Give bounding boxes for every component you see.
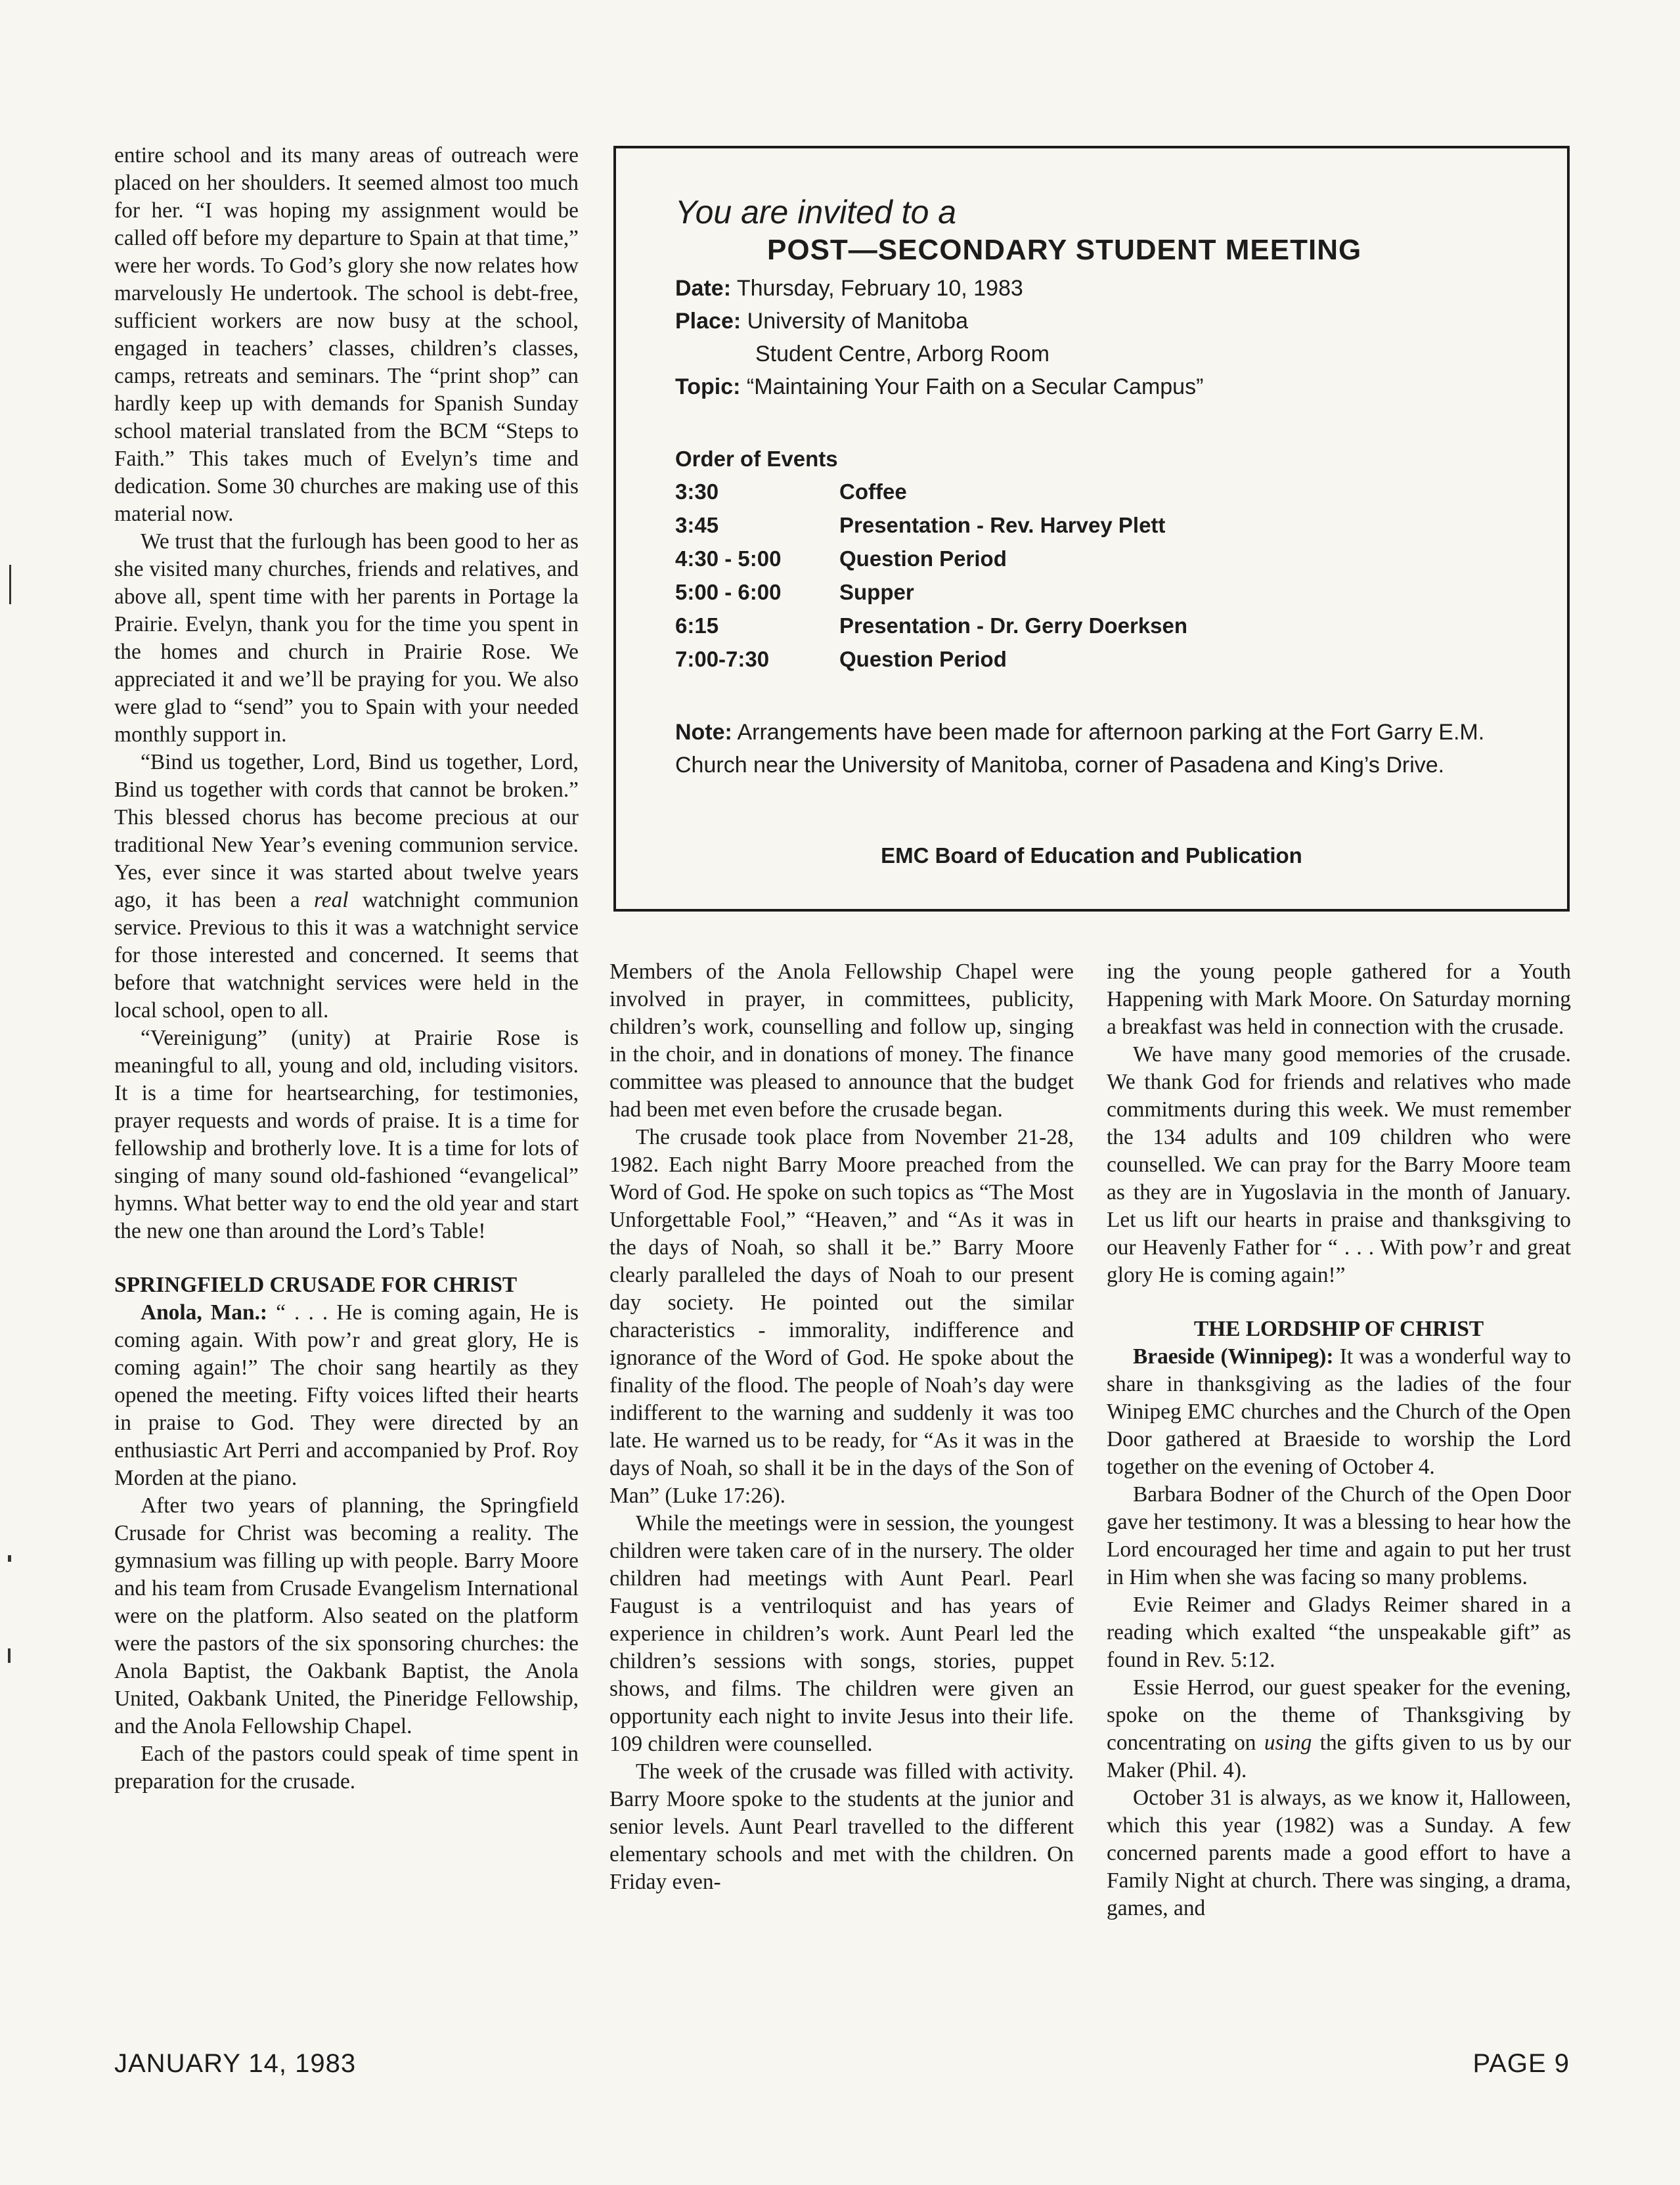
footer-date: JANUARY 14, 1983	[114, 2049, 357, 2078]
place-label: Place:	[675, 309, 741, 334]
event-time: 4:30 - 5:00	[675, 546, 782, 571]
middle-paragraph-2: The crusade took place from November 21-28, 1982. Each night Barry Moore preached from the Word of God. He spoke on such topics as “The Most Unforgettable Fool,” “Heaven,” and “As it was in the days of Noah, so shall it be.” Barry Moore clearly paralleled the days of Noah to our present day society. He pointed out the similar characteristics - immorality, indifference and ignorance of the Word of God. He spoke about the finality of the flood. The people of Noah’s day were indifferent to the warning and suddenly it was too late. He warned us to be ready, for “As it was in the days of Noah, so shall it be in the days of the Son of Man” (Luke 17:26).	[609, 1125, 1074, 1508]
right-paragraph-6	[1107, 1674, 1571, 1784]
event-time: 6:15	[675, 613, 719, 638]
topic-label: Topic:	[675, 374, 741, 399]
right-paragraph-4: Barbara Bodner of the Church of the Open Door gave her testimony. It was a blessing to hear how the Lord encouraged her time and again to put her trust in Him when she was facing so many problems.	[1107, 1482, 1571, 1589]
scan-mark	[8, 1555, 11, 1562]
right-column	[1107, 958, 1571, 1922]
topic-value: “Maintaining Your Faith on a Secular Campus”	[746, 374, 1204, 399]
left-paragraph-3-italic: real	[313, 888, 349, 912]
middle-paragraph-4: The week of the crusade was filled with activity. Barry Moore spoke to the students at the junior and senior levels. Aunt Pearl travelled to the different elementary schools and met with the children. On Friday even-	[609, 1759, 1074, 1894]
scan-mark	[9, 565, 11, 604]
event-name: Coffee	[839, 479, 907, 504]
section-heading-springfield: SPRINGFIELD CRUSADE FOR CHRIST	[114, 1273, 518, 1297]
left-paragraph-5	[114, 1299, 579, 1492]
middle-paragraph-1: Members of the Anola Fellowship Chapel were involved in prayer, in committees, publicity, children’s work, counselling and follow up, singing in the choir, and in donations of money. The finance committee was pleased to announce that the budget had been met even before the crusade began.	[609, 960, 1074, 1122]
place-row	[675, 309, 968, 334]
left-paragraph-5-text: “ . . . He is coming again, He is coming again. With pow’r and great glory, He is coming again!” The choir sang heartily as they opened the meeting. Fifty voices lifted their hearts in praise to God. They were directed by an enthusiastic Art Perri and accompanied by Prof. Roy Morden at the piano.	[114, 1300, 579, 1490]
invitation-box	[613, 146, 1570, 912]
event-time: 5:00 - 6:00	[675, 580, 782, 604]
right-paragraph-5: Evie Reimer and Gladys Reimer shared in a reading which exalted “the unspeakable gift” as found in Rev. 5:12.	[1107, 1593, 1571, 1672]
invitation-title: POST—SECONDARY STUDENT MEETING	[767, 234, 1362, 266]
dateline-braeside: Braeside (Winnipeg):	[1133, 1344, 1334, 1369]
right-paragraph-1: ing the young people gathered for a Youth Happening with Mark Moore. On Saturday morning a breakfast was held in connection with the crusade.	[1107, 960, 1571, 1039]
event-time: 7:00-7:30	[675, 647, 770, 671]
note-label: Note:	[675, 720, 732, 745]
right-paragraph-2: We have many good memories of the crusade. We thank God for friends and relatives who made commitments during this week. We must remember the 134 adults and 109 children who were counselled. We can pray for the Barry Moore team as they are in Yugoslavia in the month of January. Let us lift our hearts in praise and thanksgiving to our Heavenly Father for “ . . . With pow’r and great glory He is coming again!”	[1107, 1042, 1571, 1287]
left-paragraph-1: entire school and its many areas of outreach were placed on her shoulders. It seemed almost too much for her. “I was hoping my assignment would be called off before my departure to Spain at that time,” were her words. To God’s glory she now relates how marvelously He undertook. The school is debt-free, sufficient workers are now busy at the school, engaged in teachers’ classes, children’s classes, camps, retreats and seminars. The “print shop” can hardly keep up with demands for Spanish Sunday school material translated from the BCM “Steps to Faith.” This takes much of Evelyn’s time and dedication. Some 30 churches are making use of this material now.	[114, 143, 579, 526]
left-column	[114, 142, 579, 1796]
right-paragraph-3-text: It was a wonderful way to share in thanksgiving as the ladies of the four Winipeg EMC churches and the Church of the Open Door gathered at Braeside to worship the Lord together on the evening of October 4.	[1107, 1344, 1572, 1479]
events-heading: Order of Events	[675, 447, 838, 471]
footer-page-number: PAGE 9	[1472, 2049, 1570, 2078]
note-value: Arrangements have been made for afternoon parking at the Fort Garry E.M. Church near the University of Manitoba, corner of Pasadena and King’s Drive.	[675, 720, 1485, 778]
topic-row	[675, 374, 1203, 400]
left-paragraph-2: We trust that the furlough has been good to her as she visited many churches, friends and relatives, and above all, spent time with her parents in Portage la Prairie. Evelyn, thank you for the time you spent in the homes and church in Prairie Rose. We appreciated it and we’ll be praying for you. We also were glad to “send” you to Spain with your needed monthly support in.	[114, 529, 579, 747]
event-time: 3:45	[675, 513, 719, 537]
right-paragraph-3	[1107, 1343, 1571, 1481]
scan-mark	[8, 1648, 11, 1663]
left-paragraph-6: After two years of planning, the Springfield Crusade for Christ was becoming a reality. The gymnasium was filling up with people. Barry Moore and his team from Crusade Evangelism International were on the platform. Also seated on the platform were the pastors of the six sponsoring churches: the Anola Baptist, the Oakbank Baptist, the Anola United, Oakbank United, the Pineridge Fellowship, and the Anola Fellowship Chapel.	[114, 1493, 579, 1738]
right-paragraph-6-end: the gifts given to us by our Maker (Phil. 4).	[1107, 1731, 1571, 1782]
place-value-1: University of Manitoba	[747, 309, 969, 334]
date-value: Thursday, February 10, 1983	[736, 276, 1023, 301]
dateline-anola: Anola, Man.:	[141, 1300, 268, 1325]
place-value-2: Student Centre, Arborg Room	[755, 342, 1050, 366]
left-paragraph-3-start: “Bind us together, Lord, Bind us together, Lord, Bind us together with cords that cannot be broken.” This blessed chorus has become precious at our traditional New Year’s evening communion service. Yes, ever since it was started about twelve years ago, it has been a	[114, 750, 579, 912]
date-row	[675, 276, 1023, 301]
left-paragraph-3-end: watchnight communion service. Previous to this it was a watchnight service for those interested and concerned. It seems that before that watchnight services were held in the local school, open to all.	[114, 888, 579, 1023]
invitation-lead: You are invited to a	[675, 194, 957, 231]
left-paragraph-3	[114, 749, 579, 1025]
section-heading-lordship: THE LORDSHIP OF CHRIST	[1193, 1317, 1484, 1341]
event-name: Presentation - Rev. Harvey Plett	[839, 513, 1166, 537]
publisher-credit: EMC Board of Education and Publication	[881, 843, 1302, 868]
event-time: 3:30	[675, 479, 719, 504]
event-name: Presentation - Dr. Gerry Doerksen	[839, 613, 1188, 638]
event-name: Supper	[839, 580, 914, 604]
note	[675, 716, 1503, 782]
event-name: Question Period	[839, 647, 1007, 671]
right-paragraph-7: October 31 is always, as we know it, Halloween, which this year (1982) was a Sunday. A few concerned parents made a good effort to have a Family Night at church. There was singing, a drama, games, and	[1107, 1786, 1571, 1920]
right-paragraph-6-start: Essie Herrod, our guest speaker for the evening, spoke on the theme of Thanksgiving by concentrating on	[1107, 1675, 1571, 1755]
right-paragraph-6-italic: using	[1264, 1731, 1312, 1755]
event-name: Question Period	[839, 546, 1007, 571]
left-paragraph-4: “Vereinigung” (unity) at Prairie Rose is meaningful to all, young and old, including visitors. It is a time for heartsearching, for testimonies, prayer requests and words of praise. It is a time for fellowship and brotherly love. It is a time for lots of singing of many sound old-fashioned “evangelical” hymns. What better way to end the old year and start the new one than around the Lord’s Table!	[114, 1026, 579, 1243]
left-paragraph-7: Each of the pastors could speak of time spent in preparation for the crusade.	[114, 1742, 579, 1794]
date-label: Date:	[675, 276, 732, 301]
middle-paragraph-3: While the meetings were in session, the youngest children were taken care of in the nursery. The older children had meetings with Aunt Pearl. Pearl Faugust is a ventriloquist and has years of experience in children’s work. Aunt Pearl led the children’s sessions with songs, stories, puppet shows, and films. The children were given an opportunity each night to invite Jesus into their life. 109 children were counselled.	[609, 1511, 1074, 1756]
middle-column	[609, 958, 1074, 1896]
